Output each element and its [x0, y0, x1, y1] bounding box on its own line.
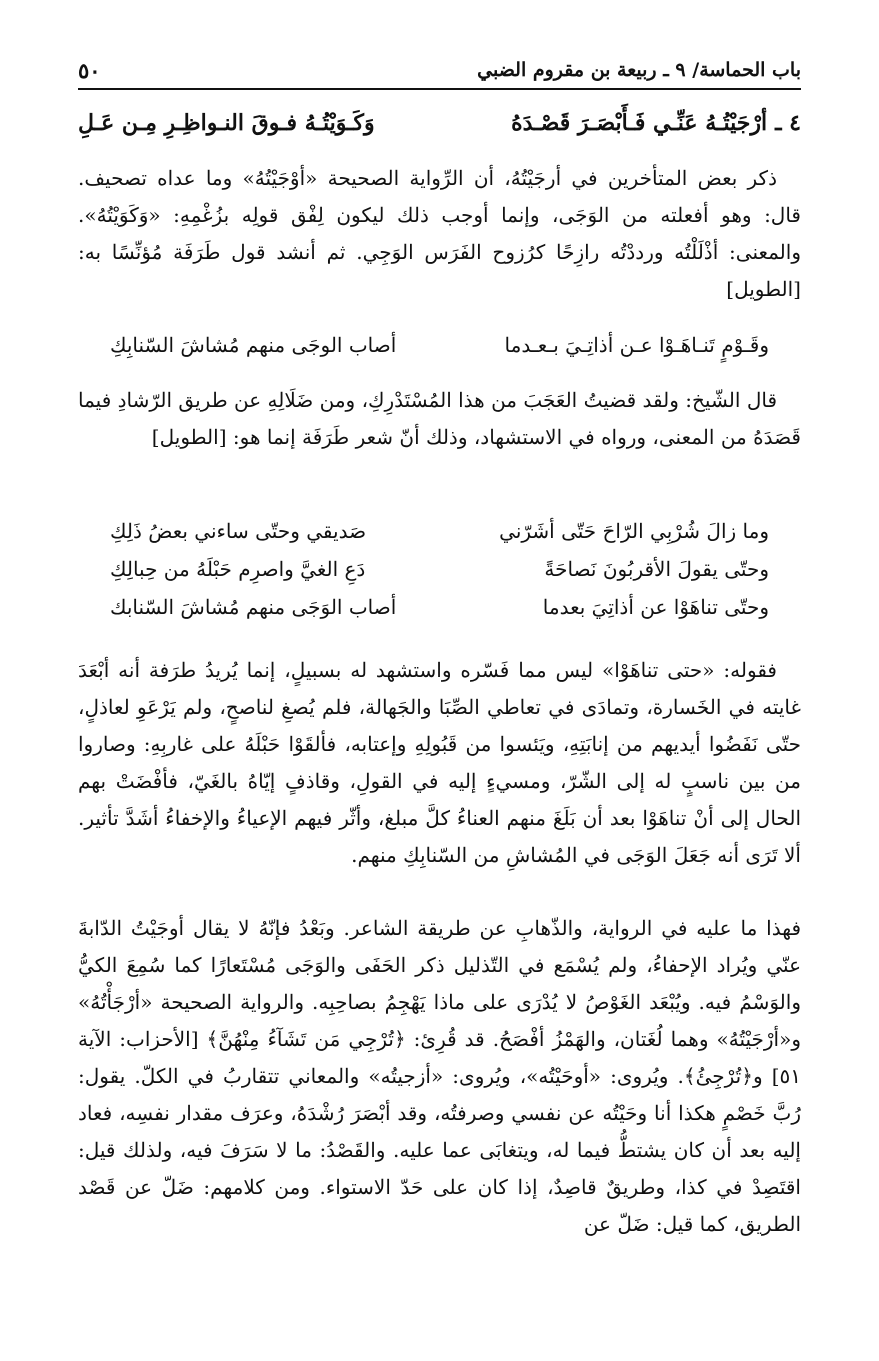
- verse-number: ٤ ـ: [775, 110, 801, 136]
- page-number: ٥٠: [78, 57, 101, 83]
- verse-heading: [78, 104, 801, 142]
- paragraph-text: قال الشّيخ: ولقد قضيتُ العَجَبَ من هذا المُسْتَدْرِكِ، ومن ضَلَالِهِ عن طريق الرّشادِ فيما قَصَدَهُ من المعنى، ورواه في الاستشهاد، وذلك أنّ شعر طَرَفَة إنما هو:: [78, 388, 801, 449]
- verse-hemistich-second: وَكَـوَيْتُـهُ فـوقَ النـواظِـرِ مِـن عَـلِ: [78, 110, 375, 136]
- poem-hemistich-first: وحتّى تناهَوْا عن أذاتِيَ بعدما: [542, 595, 769, 619]
- poem-line: [110, 588, 769, 626]
- poem-line: [110, 512, 769, 550]
- poem-hemistich-first: وما زالَ شُرْبِي الرّاحَ حَتّى أشَرّني: [499, 519, 769, 543]
- chapter-title: باب الحماسة/ ٩ ـ ربيعة بن مقروم الضبي: [477, 59, 801, 81]
- commentary-paragraph-1: ذكر بعض المتأخرين في أرجَيْتُهُ، أن الرِّواية الصحيحة «أوْجَيْتُهُ» وما عداه تصحيف. قال: وهو أفعلته من الوَجَى، وإنما أوجب ذلك ليكون لِفْق قولِه بزُغْمِهِ: «وَكَوَيْتُهُ». والمعنى: أذْلَلْتُه ورددْتُه رازِحًا كرُزوح الفَرَس الوَجِي. ثم أنشد قول طَرَفَة مُؤنِّسًا به: [الطويل]: [78, 166, 801, 301]
- poem-hemistich-second: أصاب الوجَى منهم مُشاشَ السّنابِكِ: [110, 333, 397, 357]
- commentary-paragraph-3: فقوله: «حتى تناهَوْا» ليس مما فَسّره واستشهد له بسبيلٍ، إنما يُريدُ طرَفة أنه أبْعَدَ غايته في الخَسارة، وتمادَى في تعاطي الصِّبَا والجَهالة، فلم يُصغِ لناصحٍ، ولم يَرْعَوِ لعاذلٍ، حتّى نَفَضُوا أيديهم من إنابَتِهِ، ويَئسوا من قَبُولِهِ وإعتابه، فألقَوْا حَبْلَهُ على غاربِهِ: وصاروا من بين ناسبٍ له إلى الشّرّ، ومسيءٍ إليه في القولِ، وقاذفٍ إيّاهُ بالغَيّ، فأفْضَتْ بهم الحال إلى أنْ تناهَوْا بعد أن بَلَغَ منهم العناءُ كلَّ مبلغ، وأثّر فيهم الإعياءُ والإخفاءُ أشَدَّ تأثير. ألا تَرَى أنه جَعَلَ الوَجَى في المُشاشِ من السّنابِكِ منهم.: [78, 658, 801, 867]
- poem-hemistich-first: وحتّى يقولَ الأقربُونَ نَصاحَةً: [544, 557, 769, 581]
- poem-line: [110, 550, 769, 588]
- poem-line: [110, 326, 769, 364]
- commentary-paragraph-2: [78, 382, 801, 456]
- commentary-paragraph-4: فهذا ما عليه في الرواية، والذّهابِ عن طريقة الشاعر. وبَعْدُ فإنّهُ لا يقال أوجَيْتُ الدّابةَ عنّي ويُراد الإحفاءُ، ولم يُسْمَع في التّذليل ذكر الحَفَى والوَجَى مُسْتَعارًا كما سُمِعَ الكيُّ والوَسْمُ فيه. ويُبْعَد الغَوْصُ لا يُدْرَى على ماذا يَهْجِمُ بصاحِبِه. والرواية الصحيحة «أرْجَأْتُهُ» و«أرْجَيْتُهُ» وهما لُغَتان، والهَمْزُ أفْصَحُ. قد قُرِئ: ﴿تُرْجِي مَن تَشَآءُ مِنْهُنَّ﴾ [الأحزاب: الآية ٥١] و﴿تُرْجِئُ﴾. ويُروى: «أوحَيْتُه»، ويُروى: «أزجيتُه» والمعاني تتقاربُ في الكلّ. يقول: رُبَّ خَصْمٍ هكذا أنا وحَيْتُه عن نفسي وصرفتُه، وقد أبْصَرَ رُشْدَهُ، وعرَف مقدار نفسِه، فعاد إليه بعد أن كان يشتطُّ فيما له، ويتغابَى عما عليه. والقَصْدُ: ما لا سَرَفَ فيه، ولذلك قيل: اقتَصِدْ في كذا، وطريقٌ قاصِدٌ، إذا كان على حَدّ الاستواء. ومن كلامهم: ضَلّ عن قَصْد الطريق، كما قيل: ضَلّ عن: [78, 916, 801, 1236]
- poem-hemistich-second: صَديقي وحتّى ساءني بعضُ ذَلِكِ: [110, 519, 367, 543]
- poem-hemistich-second: دَعِ الغيَّ واصرِم حَبْلَهُ من حِبالِكِ: [110, 557, 366, 581]
- meter-label: [الطويل]: [151, 425, 227, 449]
- poem-hemistich-first: وقَـوْمٍ تَنـاهَـوْا عـن أذاتِـيَ بـعـدما: [504, 333, 769, 357]
- verse-hemistich-first: أرْجَيْتُـهُ عَنِّـي فَـأَبْصَـرَ قَصْـدَهُ: [511, 110, 768, 136]
- poem-hemistich-second: أصاب الوَجَى منهم مُشاشَ السّنابك: [110, 595, 397, 619]
- poem-quote-1: [110, 326, 769, 364]
- running-header: [78, 52, 801, 90]
- poem-quote-2: [110, 512, 769, 626]
